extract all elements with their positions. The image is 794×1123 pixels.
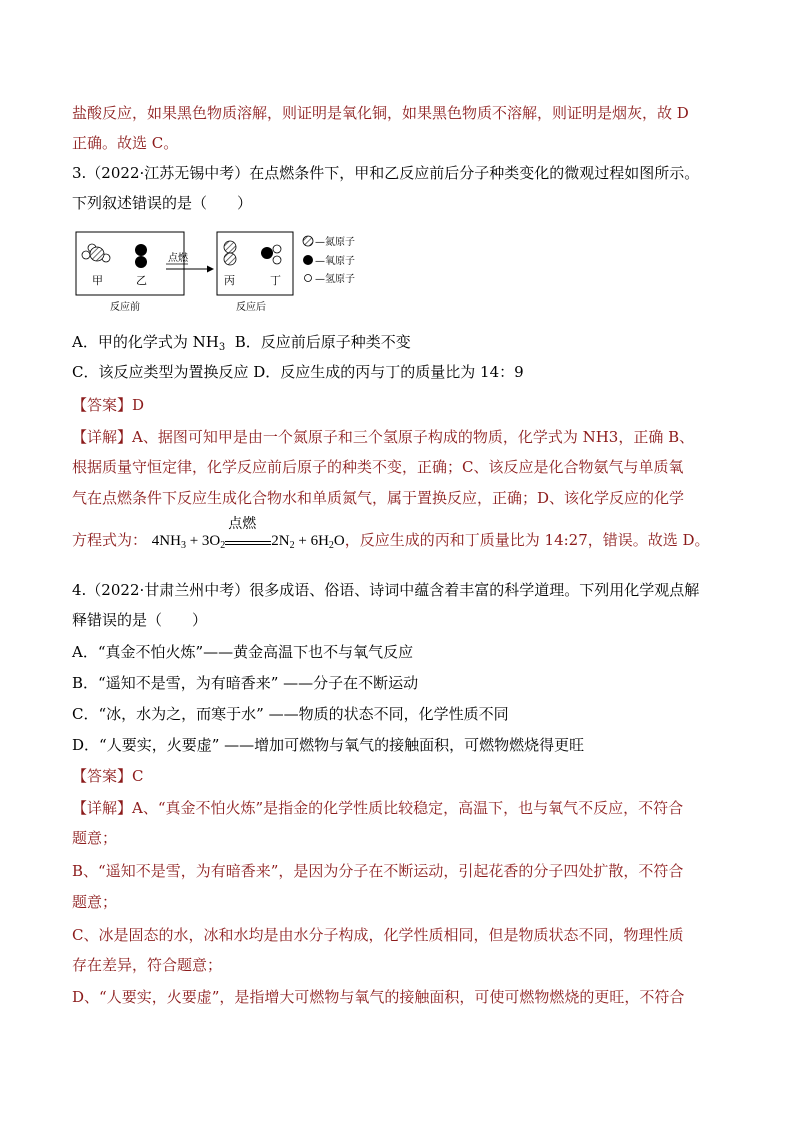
q3-answer: 【答案】D [72,396,145,414]
q3-options-ab [72,332,411,358]
label-ding: 丁 [270,274,281,287]
legend-nitrogen: —氮原子 [315,237,355,248]
chemical-equation: $4NH_3 + 3O_2$ 点燃 $2N_2 + 6H_2O$ [151,516,345,551]
q3-option-a-subscript: 3 [218,342,226,353]
label-yi: 乙 [136,274,147,287]
q4-detail-line-3: B、“遥知不是雪，为有暗香来”，是因为分子在不断运动，引起花香的分子四处扩散，不符合 [72,862,684,880]
q3-detail-line-3: 气在点燃条件下反应生成化合物水和单质氮气，属于置换反应，正确；D、该化学反应的化学 [72,489,685,507]
intro-line-1: 盐酸反应，如果黑色物质溶解，则证明是氧化铜，如果黑色物质不溶解，则证明是烟灰，故 D [72,104,689,122]
q4-answer: 【答案】C [72,767,144,785]
legend-hydrogen: —氢原子 [315,274,355,285]
q4-detail-line-1: 【详解】A、“真金不怕火炼”是指金的化学性质比较稳定，高温下，也与氧气不反应，不符合 [72,799,684,817]
q4-option-a: A．“真金不怕火炼”——黄金高温下也不与氧气反应 [72,643,414,661]
before-label: 反应前 [110,302,140,313]
equation-prefix: 方程式为： [72,531,148,549]
q4-option-d: D．“人要实，火要虚” ——增加可燃物与氧气的接触面积，可燃物燃烧得更旺 [72,736,585,754]
nitrogen-atom-icon [303,236,313,246]
label-bing: 丙 [224,274,235,287]
q4-option-b: B．“遥知不是雪，为有暗香来” ——分子在不断运动 [72,674,419,692]
legend-oxygen: —氧原子 [315,256,355,267]
q4-option-c: C．“冰，水为之，而寒于水” ——物质的状态不同，化学性质不同 [72,705,509,723]
q4-detail-line-2: 题意； [72,829,118,847]
q4-stem-line-2: 释错误的是（ ） [72,611,208,629]
q4-stem-line-1: 4.（2022·甘肃兰州中考）很多成语、俗语、诗词中蕴含着丰富的科学道理。下列用化学观点解 [72,581,700,599]
q4-detail-line-4: 题意； [72,893,118,911]
q4-detail-line-6: 存在差异，符合题意； [72,956,223,974]
q3-stem-line-2: 下列叙述错误的是（ ） [72,194,253,212]
label-jia: 甲 [92,274,103,287]
q4-detail-line-7: D、“人要实，火要虚”，是指增大可燃物与氧气的接触面积，可使可燃物燃烧的更旺，不符合 [72,988,685,1006]
q3-detail-line-2: 根据质量守恒定律，化学反应前后原子的种类不变，正确；C、该反应是化合物氨气与单质氧 [72,458,684,476]
equation-condition: 点燃 [228,516,257,532]
oxygen-atom-icon [303,255,313,265]
intro-line-2: 正确。故选 C。 [72,134,179,152]
q3-option-a: A．甲的化学式为 NH [72,333,219,351]
q3-option-b: B．反应前后原子种类不变 [225,333,411,351]
legend [303,235,355,285]
arrow-label: 点燃 [168,253,188,264]
equation-suffix: ，反应生成的丙和丁质量比为 14:27，错误。故选 D。 [344,531,710,549]
after-label: 反应后 [236,302,266,313]
q3-equation-line [72,516,710,556]
q3-detail-line-1: 【详解】A、据图可知甲是由一个氮原子和三个氢原子构成的物质，化学式为 NH3，正确 B、 [72,428,695,446]
hydrogen-atom-icon [305,275,312,282]
q4-detail-line-5: C、冰是固态的水，冰和水均是由水分子构成，化学性质相同，但是物质状态不同，物理性质 [72,926,684,944]
reaction-diagram [72,228,372,318]
q3-options-cd: C．该反应类型为置换反应 D．反应生成的丙与丁的质量比为 14：9 [72,363,524,381]
q3-stem-line-1: 3.（2022·江苏无锡中考）在点燃条件下，甲和乙反应前后分子种类变化的微观过程如图所示。 [72,164,700,182]
